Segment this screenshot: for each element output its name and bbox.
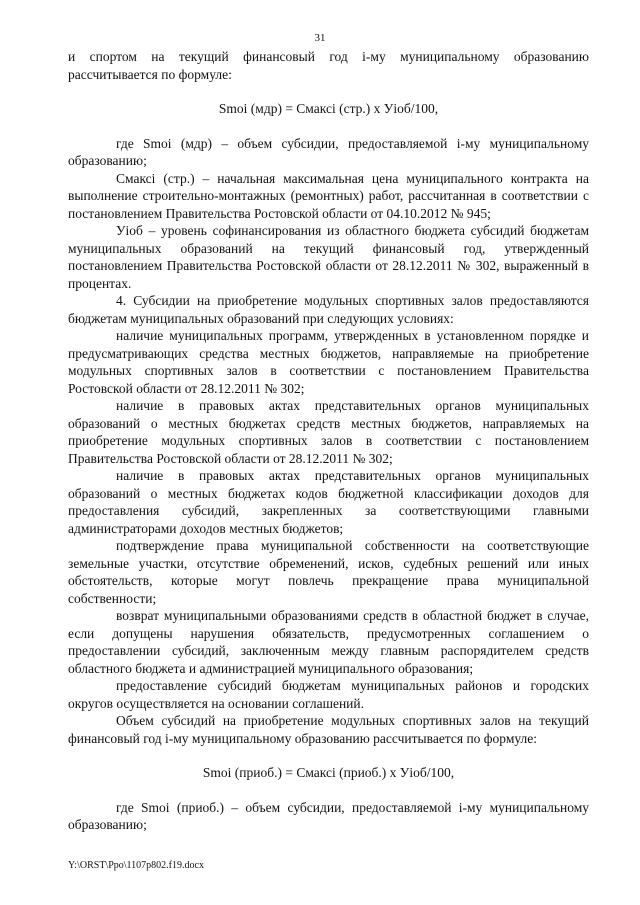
paragraph-volume: Объем субсидий на приобретение модульных спортивных залов на текущий финансовый год i-му муниципальному образованию рассчитывается по формуле: — [68, 713, 589, 746]
paragraph-condition-2: наличие в правовых актах представительных органов муниципальных образований о местных бюджетах средств местных бюджетов, направляемых на приобретение модульных спортивных залов в соответствии с постановлением Правительства Ростовской области от 28.12.2011 № 302; — [68, 398, 589, 466]
paragraph-def-smaks-str: Смаксі (стр.) – начальная максимальная цена муниципального контракта на выполнение строительно-монтажных (ремонтных) работ, рассчитанная в соответствии с постановлением Правительства Ростовской области от 04.10.2012 № 945; — [68, 170, 589, 221]
paragraph-section-4: 4. Субсидии на приобретение модульных спортивных залов предоставляются бюджетам муниципальных образований при следующих условиях: — [68, 293, 589, 326]
paragraph-condition-3: наличие в правовых актах представительных органов муниципальных образований о местных бюджетах кодов бюджетной классификации доходов для предоставления субсидий, закрепленных за соответствующими главными администраторами доходов местных бюджетов; — [68, 468, 589, 536]
paragraph-condition-6: предоставление субсидий бюджетам муниципальных районов и городских округов осуществляется на основании соглашений. — [68, 678, 589, 711]
paragraph-intro: и спортом на текущий финансовый год i-му муниципальному образованию рассчитывается по формуле: — [68, 49, 589, 82]
paragraph-def-uiob: Уioб – уровень софинансирования из областного бюджета субсидий бюджетам муниципальных образований на текущий финансовый год, утвержденный постановлением Правительства Ростовской области от 28.12.2011 № 302, выраженный в процентах. — [68, 223, 589, 291]
document-body — [68, 48, 589, 834]
paragraph-def-smoi-priob: где Smoi (приоб.) – объем субсидии, предоставляемой i-му муниципальному образованию; — [68, 799, 589, 832]
paragraph-def-smoi-mdr: где Smoi (мдр) – объем субсидии, предоставляемой i-му муниципальному образованию; — [68, 135, 589, 168]
formula-priob: Smoi (приоб.) = Смаксі (приоб.) х Уioб/100, — [202, 765, 455, 780]
file-path-footer: Y:\ORST\Ppo\1107p802.f19.docx — [68, 860, 204, 871]
paragraph-condition-4: подтверждение права муниципальной собственности на соответствующие земельные участки, отсутствие обременений, исков, судебных решений или иных обстоятельств, которые могут повлечь прекращение права муниципальной собственности; — [68, 538, 589, 606]
paragraph-condition-5: возврат муниципальными образованиями средств в областной бюджет в случае, если допущены нарушения обязательств, предусмотренных соглашением о предоставлении субсидий, заключенным между главным распорядителем средств областного бюджета и администрацией муниципального образования; — [68, 608, 589, 676]
formula-mdr: Smoi (мдр) = Смаксі (стр.) х Уioб/100, — [218, 101, 439, 116]
page-number: 31 — [314, 32, 326, 44]
paragraph-condition-1: наличие муниципальных программ, утвержденных в установленном порядке и предусматривающих средства местных бюджетов, направляемые на приобретение модульных спортивных залов в соответствии с постановлением Правительства Ростовской области от 28.12.2011 № 302; — [68, 328, 589, 396]
